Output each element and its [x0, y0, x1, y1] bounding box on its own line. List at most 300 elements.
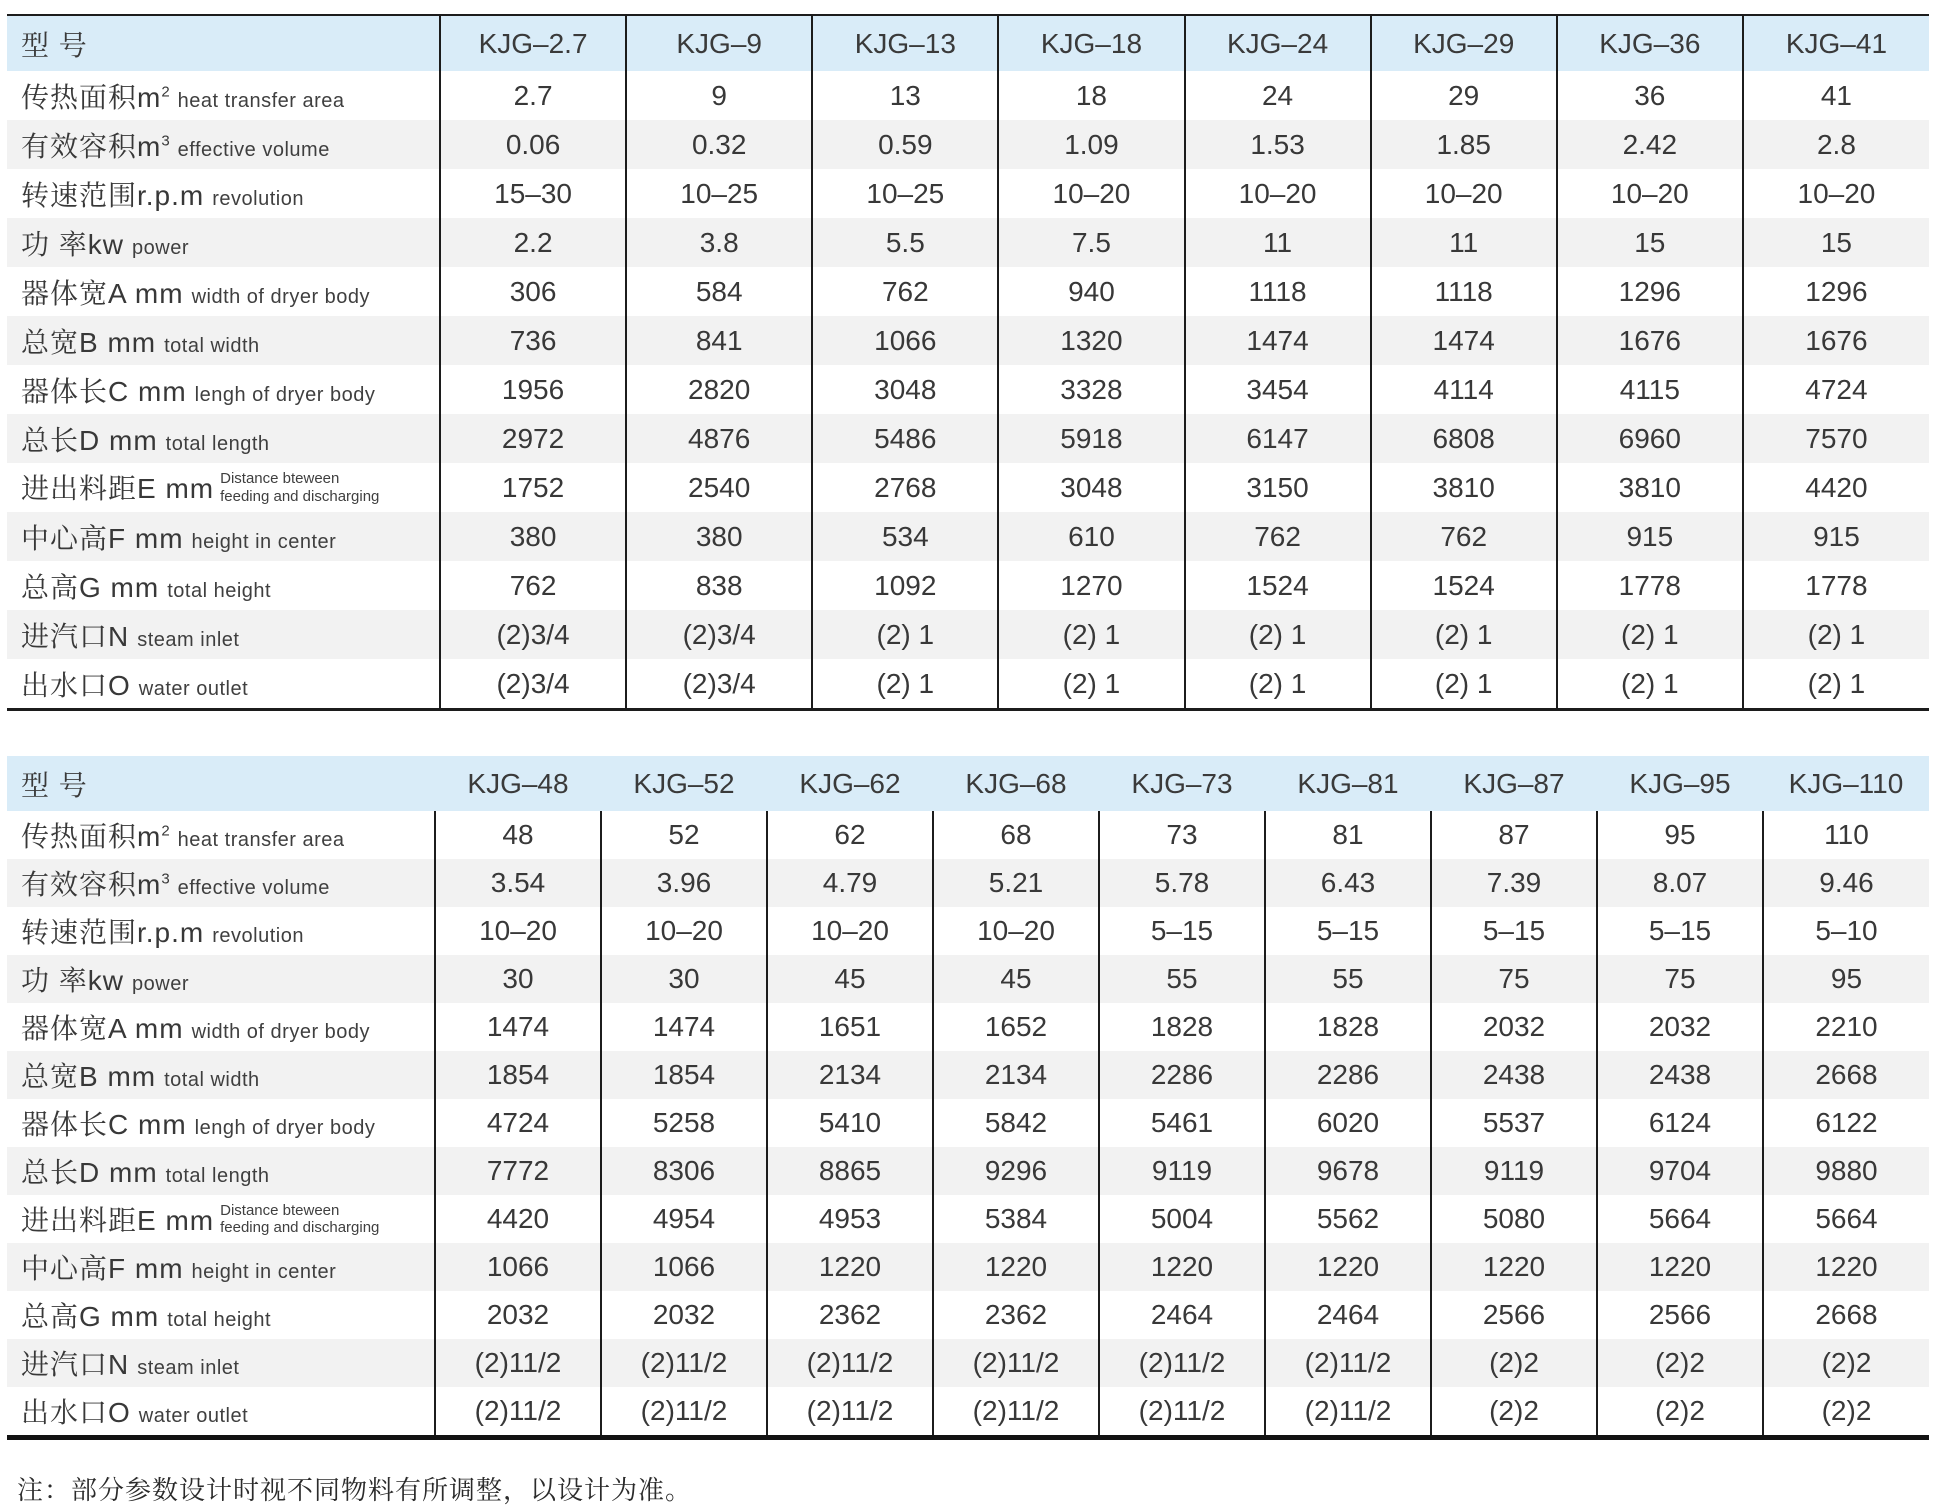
value-cell: 2668 [1763, 1051, 1929, 1099]
value-cell: 1854 [601, 1051, 767, 1099]
value-cell: 2032 [435, 1291, 601, 1339]
value-cell: 5.78 [1099, 859, 1265, 907]
value-cell: 2.7 [440, 71, 626, 120]
value-cell: 4953 [767, 1195, 933, 1243]
value-cell: 5–15 [1431, 907, 1597, 955]
row-label [7, 561, 440, 610]
value-cell: 8865 [767, 1147, 933, 1195]
model-header-cell: KJG–18 [998, 15, 1184, 71]
spec-row [7, 267, 1929, 316]
row-label [7, 907, 435, 955]
value-cell: 1.53 [1185, 120, 1371, 169]
value-cell: 5918 [998, 414, 1184, 463]
value-cell: 13 [812, 71, 998, 120]
row-label [7, 218, 440, 267]
value-cell: 1778 [1557, 561, 1743, 610]
row-label [7, 610, 440, 659]
value-cell: 9296 [933, 1147, 1099, 1195]
value-cell: 95 [1763, 955, 1929, 1003]
spec-row [7, 1291, 1929, 1339]
value-cell: 24 [1185, 71, 1371, 120]
value-cell: 2362 [767, 1291, 933, 1339]
value-cell: 110 [1763, 811, 1929, 859]
row-label-en: effective volume [177, 877, 330, 899]
value-cell: 2362 [933, 1291, 1099, 1339]
value-cell: (2)11/2 [435, 1339, 601, 1387]
row-label-zh: 出水口O [21, 669, 131, 701]
value-cell: 2820 [626, 365, 812, 414]
row-label-zh: 总长D mm [21, 424, 158, 456]
spec-row [7, 811, 1929, 859]
value-cell: 73 [1099, 811, 1265, 859]
models-header-label [7, 756, 435, 811]
value-cell: (2) 1 [1743, 659, 1929, 710]
models-header-label [7, 15, 440, 71]
value-cell: 4115 [1557, 365, 1743, 414]
model-header-cell: KJG–9 [626, 15, 812, 71]
value-cell: 1066 [812, 316, 998, 365]
value-cell: 1220 [1265, 1243, 1431, 1291]
value-cell: 5410 [767, 1099, 933, 1147]
row-label-zh: 器体宽A mm [21, 1013, 184, 1044]
row-label-zh: 转速范围r.p.m [21, 917, 205, 948]
value-cell: 10–20 [601, 907, 767, 955]
value-cell: 915 [1557, 512, 1743, 561]
value-cell: 5.5 [812, 218, 998, 267]
value-cell: (2)2 [1431, 1387, 1597, 1438]
row-label-en: width of dryer body [191, 285, 371, 308]
value-cell: (2)11/2 [601, 1339, 767, 1387]
value-cell: 75 [1597, 955, 1763, 1003]
value-cell: 9678 [1265, 1147, 1431, 1195]
value-cell: 5486 [812, 414, 998, 463]
value-cell: 3150 [1185, 463, 1371, 512]
model-header-cell: KJG–2.7 [440, 15, 626, 71]
row-label-en: lengh of dryer body [194, 1117, 376, 1139]
row-label [7, 365, 440, 414]
value-cell: 4420 [1743, 463, 1929, 512]
value-cell: (2)3/4 [440, 610, 626, 659]
row-label-en: lengh of dryer body [194, 383, 376, 406]
value-cell: 5.21 [933, 859, 1099, 907]
value-cell: 1854 [435, 1051, 601, 1099]
row-label-zh: 功 率kw [21, 965, 125, 996]
value-cell: 1676 [1557, 316, 1743, 365]
value-cell: 48 [435, 811, 601, 859]
value-cell: 5080 [1431, 1195, 1597, 1243]
value-cell: 8306 [601, 1147, 767, 1195]
value-cell: 1651 [767, 1003, 933, 1051]
value-cell: 15–30 [440, 169, 626, 218]
row-label [7, 659, 440, 710]
row-label-en: total length [165, 432, 270, 455]
value-cell: 1828 [1265, 1003, 1431, 1051]
value-cell: 1956 [440, 365, 626, 414]
value-cell: 1220 [1431, 1243, 1597, 1291]
value-cell: 1066 [435, 1243, 601, 1291]
spec-row [7, 1003, 1929, 1051]
row-label-zh: 有效容积$m^3$ [21, 130, 170, 162]
model-header-cell: KJG–62 [767, 756, 933, 811]
row-label [7, 71, 440, 120]
row-label-en: steam inlet [137, 628, 240, 651]
value-cell: (2)11/2 [933, 1339, 1099, 1387]
value-cell: 11 [1185, 218, 1371, 267]
value-cell: 1752 [440, 463, 626, 512]
spec-row [7, 512, 1929, 561]
value-cell: (2) 1 [1371, 659, 1557, 710]
model-header-cell: KJG–87 [1431, 756, 1597, 811]
row-label [7, 463, 440, 512]
model-header-cell: KJG–68 [933, 756, 1099, 811]
value-cell: 4724 [435, 1099, 601, 1147]
value-cell: 1.85 [1371, 120, 1557, 169]
value-cell: 87 [1431, 811, 1597, 859]
value-cell: 1676 [1743, 316, 1929, 365]
value-cell: 1474 [601, 1003, 767, 1051]
value-cell: 5004 [1099, 1195, 1265, 1243]
value-cell: 940 [998, 267, 1184, 316]
model-column-title: 型 号 [21, 769, 88, 801]
value-cell: 3.8 [626, 218, 812, 267]
row-label-en: power [132, 973, 189, 995]
value-cell: 10–20 [1557, 169, 1743, 218]
spec-row [7, 561, 1929, 610]
value-cell: 3048 [812, 365, 998, 414]
value-cell: 41 [1743, 71, 1929, 120]
value-cell: 2032 [1431, 1003, 1597, 1051]
value-cell: 55 [1265, 955, 1431, 1003]
row-label-zh: 传热面积$m^2$ [21, 821, 170, 852]
value-cell: 7.39 [1431, 859, 1597, 907]
spec-row [7, 120, 1929, 169]
spec-row [7, 659, 1929, 710]
row-label-en: heat transfer area [177, 829, 345, 851]
value-cell: (2)2 [1597, 1387, 1763, 1438]
value-cell: 15 [1743, 218, 1929, 267]
value-cell: 2286 [1265, 1051, 1431, 1099]
value-cell: 762 [812, 267, 998, 316]
value-cell: 7.5 [998, 218, 1184, 267]
value-cell: 1118 [1371, 267, 1557, 316]
value-cell: 9880 [1763, 1147, 1929, 1195]
model-header-cell: KJG–95 [1597, 756, 1763, 811]
value-cell: 5842 [933, 1099, 1099, 1147]
value-cell: 7570 [1743, 414, 1929, 463]
value-cell: 3.96 [601, 859, 767, 907]
value-cell: 10–25 [812, 169, 998, 218]
spec-row [7, 1147, 1929, 1195]
model-header-cell: KJG–29 [1371, 15, 1557, 71]
row-label-en: steam inlet [137, 1357, 240, 1379]
row-label-zh: 器体长C mm [21, 375, 187, 407]
row-label [7, 414, 440, 463]
spec-row [7, 169, 1929, 218]
spec-row [7, 463, 1929, 512]
spec-row [7, 1051, 1929, 1099]
value-cell: 2972 [440, 414, 626, 463]
value-cell: 380 [440, 512, 626, 561]
models-header-row [7, 756, 1929, 811]
value-cell: 4420 [435, 1195, 601, 1243]
row-label-en: Distance bteween feeding and discharging [220, 470, 380, 505]
value-cell: 10–20 [933, 907, 1099, 955]
value-cell: (2) 1 [998, 610, 1184, 659]
row-label-en: height in center [191, 1261, 337, 1283]
value-cell: 2540 [626, 463, 812, 512]
value-cell: 52 [601, 811, 767, 859]
value-cell: (2)11/2 [767, 1339, 933, 1387]
value-cell: 6122 [1763, 1099, 1929, 1147]
value-cell: 10–20 [1185, 169, 1371, 218]
row-label-en: Distance bteween feeding and discharging [220, 1201, 380, 1237]
row-label [7, 811, 435, 859]
row-label-en: heat transfer area [177, 89, 345, 112]
value-cell: 762 [1371, 512, 1557, 561]
value-cell: 2.2 [440, 218, 626, 267]
value-cell: (2) 1 [998, 659, 1184, 710]
value-cell: (2)2 [1763, 1387, 1929, 1438]
value-cell: 5537 [1431, 1099, 1597, 1147]
value-cell: 9119 [1431, 1147, 1597, 1195]
value-cell: 1092 [812, 561, 998, 610]
unit-superscript: 3 [161, 132, 170, 150]
row-label-zh: 进出料距E mm [21, 473, 215, 505]
value-cell: 7772 [435, 1147, 601, 1195]
value-cell: 5562 [1265, 1195, 1431, 1243]
value-cell: 1474 [1371, 316, 1557, 365]
value-cell: 4.79 [767, 859, 933, 907]
value-cell: (2) 1 [1557, 610, 1743, 659]
model-header-cell: KJG–36 [1557, 15, 1743, 71]
unit-superscript: 2 [161, 822, 170, 840]
value-cell: 2566 [1431, 1291, 1597, 1339]
value-cell: (2)11/2 [601, 1387, 767, 1438]
value-cell: 1296 [1743, 267, 1929, 316]
row-label-en: total width [164, 1069, 260, 1091]
spec-row [7, 955, 1929, 1003]
row-label-zh: 器体长C mm [21, 1109, 187, 1140]
value-cell: 2668 [1763, 1291, 1929, 1339]
value-cell: 1220 [767, 1243, 933, 1291]
row-label [7, 955, 435, 1003]
spec-row [7, 1339, 1929, 1387]
spec-row [7, 71, 1929, 120]
value-cell: (2)11/2 [1099, 1387, 1265, 1438]
row-label-zh: 总长D mm [21, 1157, 158, 1188]
unit-superscript: 3 [161, 870, 170, 888]
value-cell: 1220 [1597, 1243, 1763, 1291]
value-cell: 2.42 [1557, 120, 1743, 169]
value-cell: 18 [998, 71, 1184, 120]
row-label-zh: 功 率kw [21, 228, 125, 260]
spec-row [7, 218, 1929, 267]
value-cell: 10–25 [626, 169, 812, 218]
value-cell: 10–20 [1371, 169, 1557, 218]
value-cell: 5461 [1099, 1099, 1265, 1147]
value-cell: 1220 [1763, 1243, 1929, 1291]
value-cell: 3810 [1371, 463, 1557, 512]
value-cell: 584 [626, 267, 812, 316]
value-cell: 5–15 [1099, 907, 1265, 955]
value-cell: (2) 1 [1557, 659, 1743, 710]
unit-superscript: 2 [161, 83, 170, 101]
value-cell: 5–15 [1265, 907, 1431, 955]
value-cell: 0.32 [626, 120, 812, 169]
row-label-zh: 进出料距E mm [21, 1204, 215, 1236]
row-label-zh: 有效容积$m^3$ [21, 869, 170, 900]
value-cell: 15 [1557, 218, 1743, 267]
value-cell: 0.59 [812, 120, 998, 169]
row-label-zh: 进汽口N [21, 1349, 130, 1380]
value-cell: 5–15 [1597, 907, 1763, 955]
row-label-zh: 中心高F mm [21, 1253, 184, 1284]
row-label [7, 169, 440, 218]
value-cell: 81 [1265, 811, 1431, 859]
value-cell: 4724 [1743, 365, 1929, 414]
row-label [7, 1387, 435, 1438]
spec-row [7, 1195, 1929, 1243]
value-cell: 5384 [933, 1195, 1099, 1243]
row-label [7, 512, 440, 561]
value-cell: (2)11/2 [435, 1387, 601, 1438]
row-label [7, 1003, 435, 1051]
row-label-en: total width [164, 334, 260, 357]
value-cell: 841 [626, 316, 812, 365]
row-label [7, 1147, 435, 1195]
model-header-cell: KJG–110 [1763, 756, 1929, 811]
value-cell: 1.09 [998, 120, 1184, 169]
value-cell: (2)11/2 [767, 1387, 933, 1438]
row-label-zh: 总宽B mm [21, 1061, 157, 1092]
value-cell: 1220 [933, 1243, 1099, 1291]
spec-row [7, 414, 1929, 463]
value-cell: 95 [1597, 811, 1763, 859]
row-label-en: total height [167, 579, 272, 602]
row-label-zh: 器体宽A mm [21, 277, 184, 309]
value-cell: 30 [435, 955, 601, 1003]
value-cell: 762 [440, 561, 626, 610]
value-cell: 2464 [1265, 1291, 1431, 1339]
value-cell: 5664 [1597, 1195, 1763, 1243]
value-cell: (2) 1 [1371, 610, 1557, 659]
row-label-zh: 总宽B mm [21, 326, 157, 358]
value-cell: 9.46 [1763, 859, 1929, 907]
value-cell: 2032 [601, 1291, 767, 1339]
row-label-en: total length [165, 1165, 270, 1187]
row-label-zh: 转速范围r.p.m [21, 179, 205, 211]
spec-row [7, 1243, 1929, 1291]
value-cell: 3810 [1557, 463, 1743, 512]
value-cell: 6808 [1371, 414, 1557, 463]
value-cell: 36 [1557, 71, 1743, 120]
value-cell: 2768 [812, 463, 998, 512]
value-cell: 3048 [998, 463, 1184, 512]
value-cell: 3328 [998, 365, 1184, 414]
value-cell: 2438 [1431, 1051, 1597, 1099]
value-cell: 2210 [1763, 1003, 1929, 1051]
value-cell: 75 [1431, 955, 1597, 1003]
value-cell: (2)11/2 [1099, 1339, 1265, 1387]
value-cell: 2286 [1099, 1051, 1265, 1099]
row-label-en: water outlet [138, 1405, 249, 1427]
value-cell: (2)3/4 [626, 659, 812, 710]
spec-row [7, 859, 1929, 907]
value-cell: 45 [933, 955, 1099, 1003]
value-cell: 10–20 [435, 907, 601, 955]
value-cell: 2438 [1597, 1051, 1763, 1099]
value-cell: 1828 [1099, 1003, 1265, 1051]
value-cell: 3.54 [435, 859, 601, 907]
value-cell: 10–20 [998, 169, 1184, 218]
value-cell: 838 [626, 561, 812, 610]
value-cell: (2) 1 [1185, 659, 1371, 710]
value-cell: 762 [1185, 512, 1371, 561]
model-column-title: 型 号 [21, 29, 88, 61]
value-cell: 45 [767, 955, 933, 1003]
value-cell: 306 [440, 267, 626, 316]
model-header-cell: KJG–48 [435, 756, 601, 811]
row-label [7, 1339, 435, 1387]
value-cell: 1474 [435, 1003, 601, 1051]
value-cell: 1524 [1371, 561, 1557, 610]
row-label [7, 1243, 435, 1291]
row-label-zh: 总高G mm [21, 571, 160, 603]
value-cell: 1652 [933, 1003, 1099, 1051]
value-cell: 4876 [626, 414, 812, 463]
value-cell: 1778 [1743, 561, 1929, 610]
value-cell: 3454 [1185, 365, 1371, 414]
value-cell: 1118 [1185, 267, 1371, 316]
spec-row [7, 1387, 1929, 1438]
spec-row [7, 365, 1929, 414]
value-cell: 1524 [1185, 561, 1371, 610]
value-cell: 2134 [933, 1051, 1099, 1099]
model-header-cell: KJG–81 [1265, 756, 1431, 811]
value-cell: 6.43 [1265, 859, 1431, 907]
row-label [7, 267, 440, 316]
spec-row [7, 1099, 1929, 1147]
value-cell: 915 [1743, 512, 1929, 561]
row-label [7, 120, 440, 169]
value-cell: (2)3/4 [440, 659, 626, 710]
row-label-en: revolution [212, 187, 304, 210]
value-cell: 5664 [1763, 1195, 1929, 1243]
row-label-en: total height [167, 1309, 272, 1331]
value-cell: (2) 1 [812, 610, 998, 659]
model-header-cell: KJG–41 [1743, 15, 1929, 71]
value-cell: 2.8 [1743, 120, 1929, 169]
value-cell: 2566 [1597, 1291, 1763, 1339]
value-cell: 9704 [1597, 1147, 1763, 1195]
value-cell: 1220 [1099, 1243, 1265, 1291]
value-cell: 9119 [1099, 1147, 1265, 1195]
value-cell: 2032 [1597, 1003, 1763, 1051]
model-header-cell: KJG–13 [812, 15, 998, 71]
model-header-cell: KJG–52 [601, 756, 767, 811]
value-cell: 29 [1371, 71, 1557, 120]
value-cell: 1270 [998, 561, 1184, 610]
value-cell: 5–10 [1763, 907, 1929, 955]
spec-row [7, 907, 1929, 955]
row-label-en: width of dryer body [191, 1021, 371, 1043]
value-cell: (2)3/4 [626, 610, 812, 659]
value-cell: 55 [1099, 955, 1265, 1003]
value-cell: 6124 [1597, 1099, 1763, 1147]
value-cell: 68 [933, 811, 1099, 859]
value-cell: 2134 [767, 1051, 933, 1099]
row-label-en: revolution [212, 925, 304, 947]
